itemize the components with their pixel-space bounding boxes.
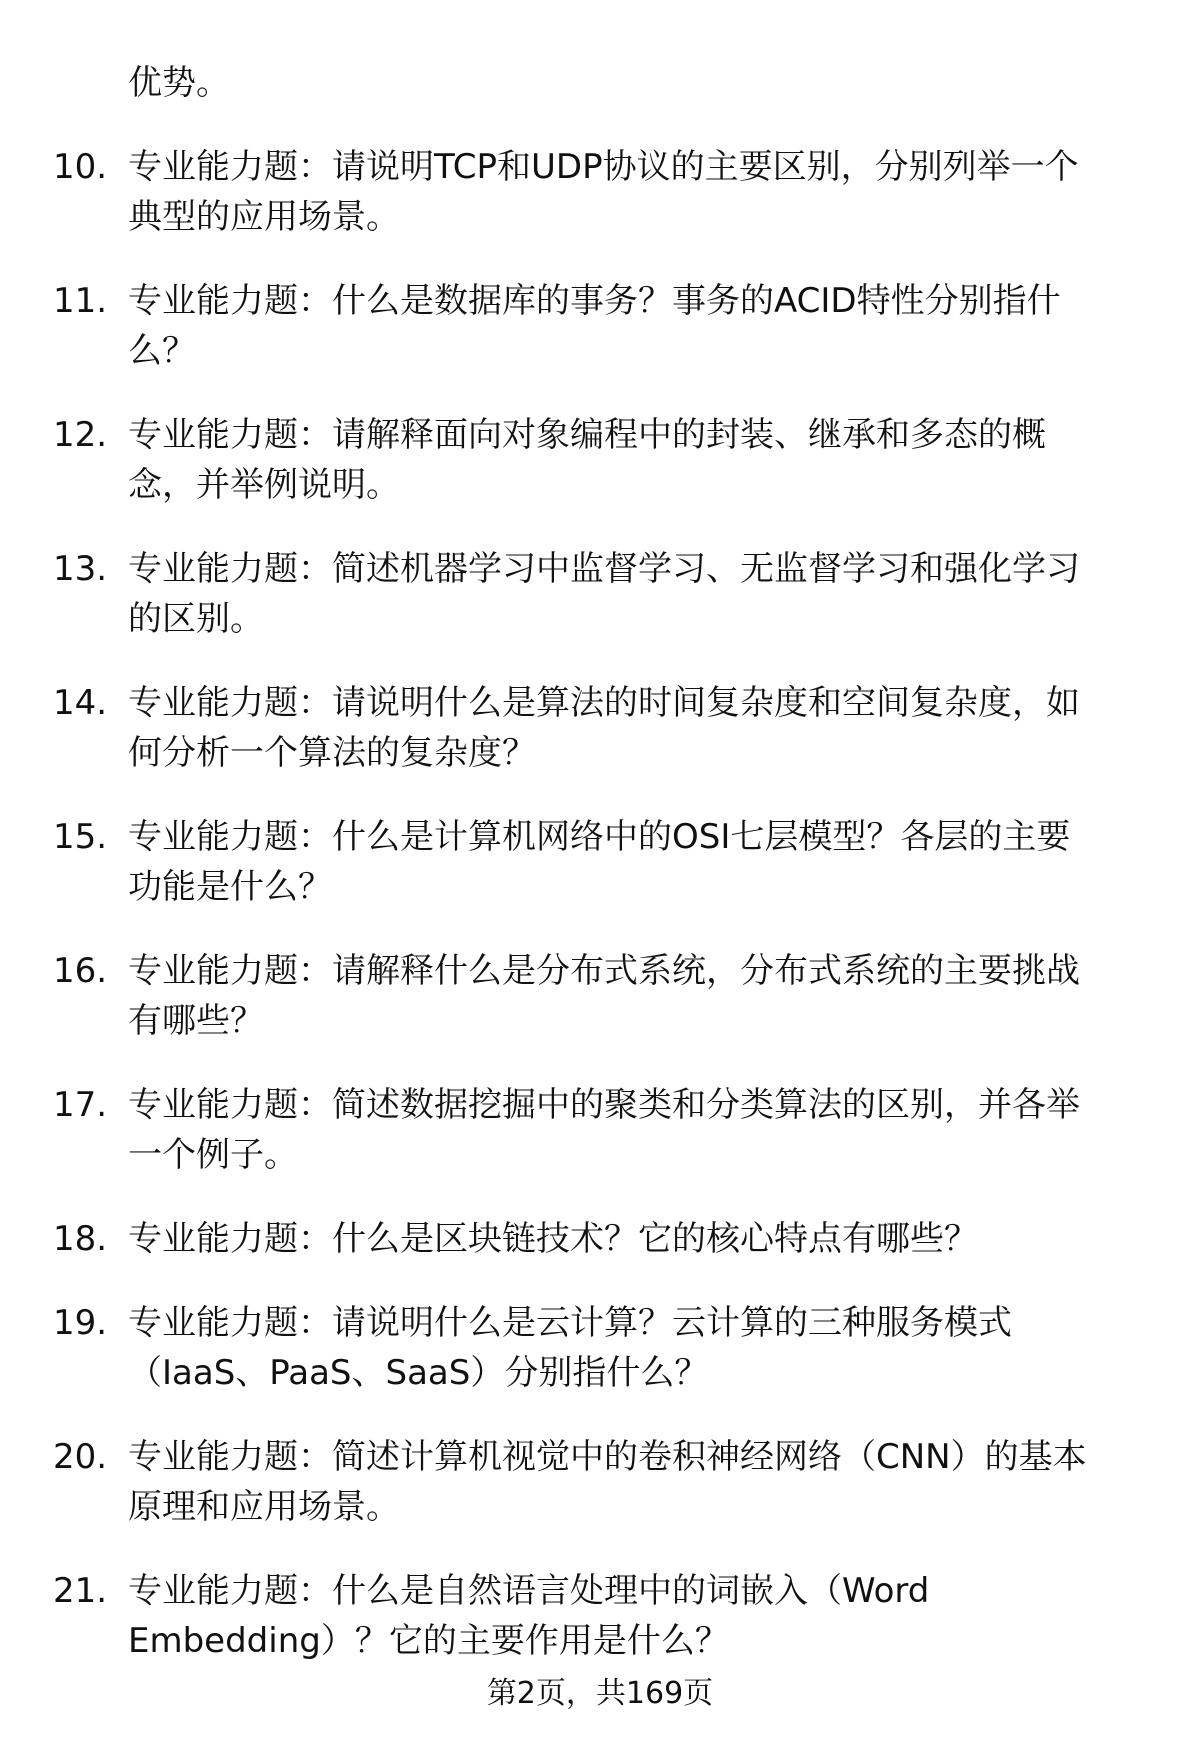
question-number: 11. [53, 281, 108, 321]
question-number: 13. [53, 549, 108, 589]
question-text-line: 何分析一个算法的复杂度？ [128, 733, 536, 773]
question-text-line: 专业能力题：简述数据挖掘中的聚类和分类算法的区别，并各举 [128, 1085, 1080, 1125]
question-text-line: （IaaS、PaaS、SaaS）分别指什么？ [128, 1353, 709, 1393]
question-text-line: 专业能力题：什么是数据库的事务？事务的ACID特性分别指什 [128, 281, 1061, 321]
document-body [0, 58, 1200, 1700]
question-text-line: 专业能力题：什么是区块链技术？它的核心特点有哪些？ [128, 1219, 978, 1259]
question-number: 17. [53, 1085, 108, 1125]
question-text-line: 专业能力题：请说明TCP和UDP协议的主要区别，分别列举一个 [128, 147, 1079, 187]
question-text-line: 有哪些？ [128, 1001, 264, 1041]
question-number: 12. [53, 415, 108, 455]
question-text-line: 专业能力题：请解释什么是分布式系统，分布式系统的主要挑战 [128, 951, 1080, 991]
question-text-line: 一个例子。 [128, 1135, 298, 1175]
question-item [0, 946, 1200, 1046]
question-number: 18. [53, 1219, 108, 1259]
question-text-line: 专业能力题：请说明什么是云计算？云计算的三种服务模式 [128, 1303, 1012, 1343]
question-text-line: 专业能力题：简述计算机视觉中的卷积神经网络（CNN）的基本 [128, 1437, 1087, 1477]
continued-text: 优势。 [128, 63, 230, 103]
question-number: 14. [53, 683, 108, 723]
question-number: 21. [53, 1571, 108, 1611]
question-number: 16. [53, 951, 108, 991]
question-item [0, 812, 1200, 912]
question-text-line: 功能是什么？ [128, 867, 332, 907]
question-text-line: 么？ [128, 331, 196, 371]
page-number: 第2页，共169页 [486, 1676, 714, 1711]
question-text-line: 专业能力题：请解释面向对象编程中的封装、继承和多态的概 [128, 415, 1046, 455]
question-number: 10. [53, 147, 108, 187]
question-number: 20. [53, 1437, 108, 1477]
question-item [0, 1214, 1200, 1264]
question-text-line: 念，并举例说明。 [128, 465, 400, 505]
question-item [0, 410, 1200, 510]
question-item [0, 142, 1200, 242]
question-item [0, 1566, 1200, 1666]
question-text-line: 专业能力题：请说明什么是算法的时间复杂度和空间复杂度，如 [128, 683, 1080, 723]
question-item [0, 1080, 1200, 1180]
question-text-line: Embedding）？它的主要作用是什么？ [128, 1621, 729, 1661]
question-item [0, 276, 1200, 376]
question-text-line: 原理和应用场景。 [128, 1487, 400, 1527]
question-item [0, 1298, 1200, 1398]
question-text-line: 典型的应用场景。 [128, 197, 400, 237]
question-item [0, 544, 1200, 644]
question-list [0, 142, 1200, 1666]
question-text-line: 的区别。 [128, 599, 264, 639]
question-item [0, 1432, 1200, 1532]
question-number: 19. [53, 1303, 108, 1343]
question-text-line: 专业能力题：简述机器学习中监督学习、无监督学习和强化学习 [128, 549, 1080, 589]
question-text-line: 专业能力题：什么是计算机网络中的OSI七层模型？各层的主要 [128, 817, 1071, 857]
question-text-line: 专业能力题：什么是自然语言处理中的词嵌入（Word [128, 1571, 930, 1611]
question-number: 15. [53, 817, 108, 857]
question-item [0, 678, 1200, 778]
